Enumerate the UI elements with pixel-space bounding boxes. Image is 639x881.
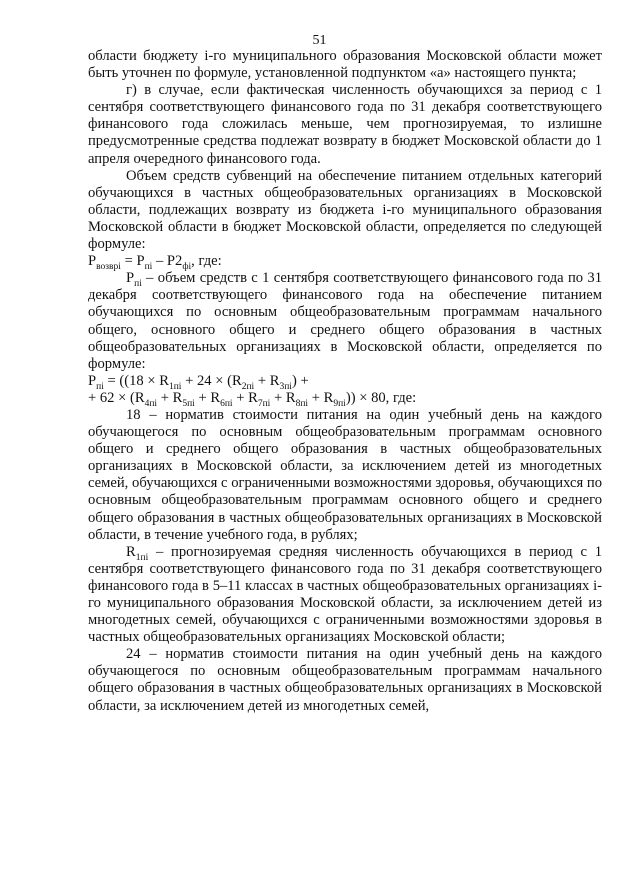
paragraph: Объем средств субвенций на обеспечение питанием отдельных категорий обучающихся в частных общеобразовательных организациях в Московской области, подлежащих возврату из бюджета i-го муниципального образования Московской области в бюджет Московской области, определяется по следующей формуле: (88, 167, 602, 253)
paragraph-definition: $Р_{пi}$ – объем средств с 1 сентября соответствующего финансового года по 31 декабря соответствующего финансового года на обеспечение питанием обучающихся по основным общеобразовательным программам начального общего, основного общего и среднего общего образования в частных общеобразовательных организациях в Московской области, определяется по формуле: (88, 270, 602, 372)
paragraph: 18 – норматив стоимости питания на один учебный день на каждого обучающегося по основным общеобразовательным программам основного общего и среднего общего образования в частных общеобразовательных организациях в Московской области, за исключением детей из многодетных семей, обучающихся с ограниченными возможностями здоровья, обучающихся по основным общеобразовательным программам основного общего и среднего общего образования в частных общеобразовательных организациях в Московской области, в течение учебного года, в рублях; (88, 406, 602, 543)
page-number: 51 (312, 33, 327, 48)
formula-volume-line2: + $62 \times (R_{4пi} + R_{5пi} + R_{6пi} + R_{7пi} + R_{8пi} + R_{9пi})) \times 80$, где: (88, 389, 417, 409)
paragraph-definition: $R_{1пi}$ – прогнозируемая средняя численность обучающихся в период с 1 сентября соответствующего финансового года по 31 декабря соответствующего финансового года в 5–11 классах в частных общеобразовательных организациях i-го муниципального образования Московской области, за исключением детей из многодетных семей, обучающихся с ограниченными возможностями здоровья в частных общеобразовательных организациях Московской области; (88, 543, 602, 646)
document-body (88, 48, 602, 715)
paragraph: г) в случае, если фактическая численность обучающихся за период с 1 сентября соответствующего финансового года по 31 декабря соответствующего финансового года сложилась меньше, чем прогнозируемая, то излишне предусмотренные средства подлежат возврату в бюджет Московской области до 1 апреля очередного финансового года. (88, 82, 602, 167)
formula-volume-line1: $Р_{пi} = ((18 \times R_{1пi} + 24 \times (R_{2пi} + R_{3пi})$ + (88, 372, 309, 392)
formula-return: $Р_{возврi} = Р_{пi} - Р2_{фi}$, где: (88, 253, 222, 273)
paragraph: области бюджету i-го муниципального образования Московской области может быть уточнен по формуле, установленной подпунктом «а» настоящего пункта; (88, 48, 602, 82)
paragraph: 24 – норматив стоимости питания на один учебный день на каждого обучающегося по основным общеобразовательным программам начального общего образования в частных общеобразовательных организациях в Московской области, за исключением детей из многодетных семей, (88, 646, 602, 714)
